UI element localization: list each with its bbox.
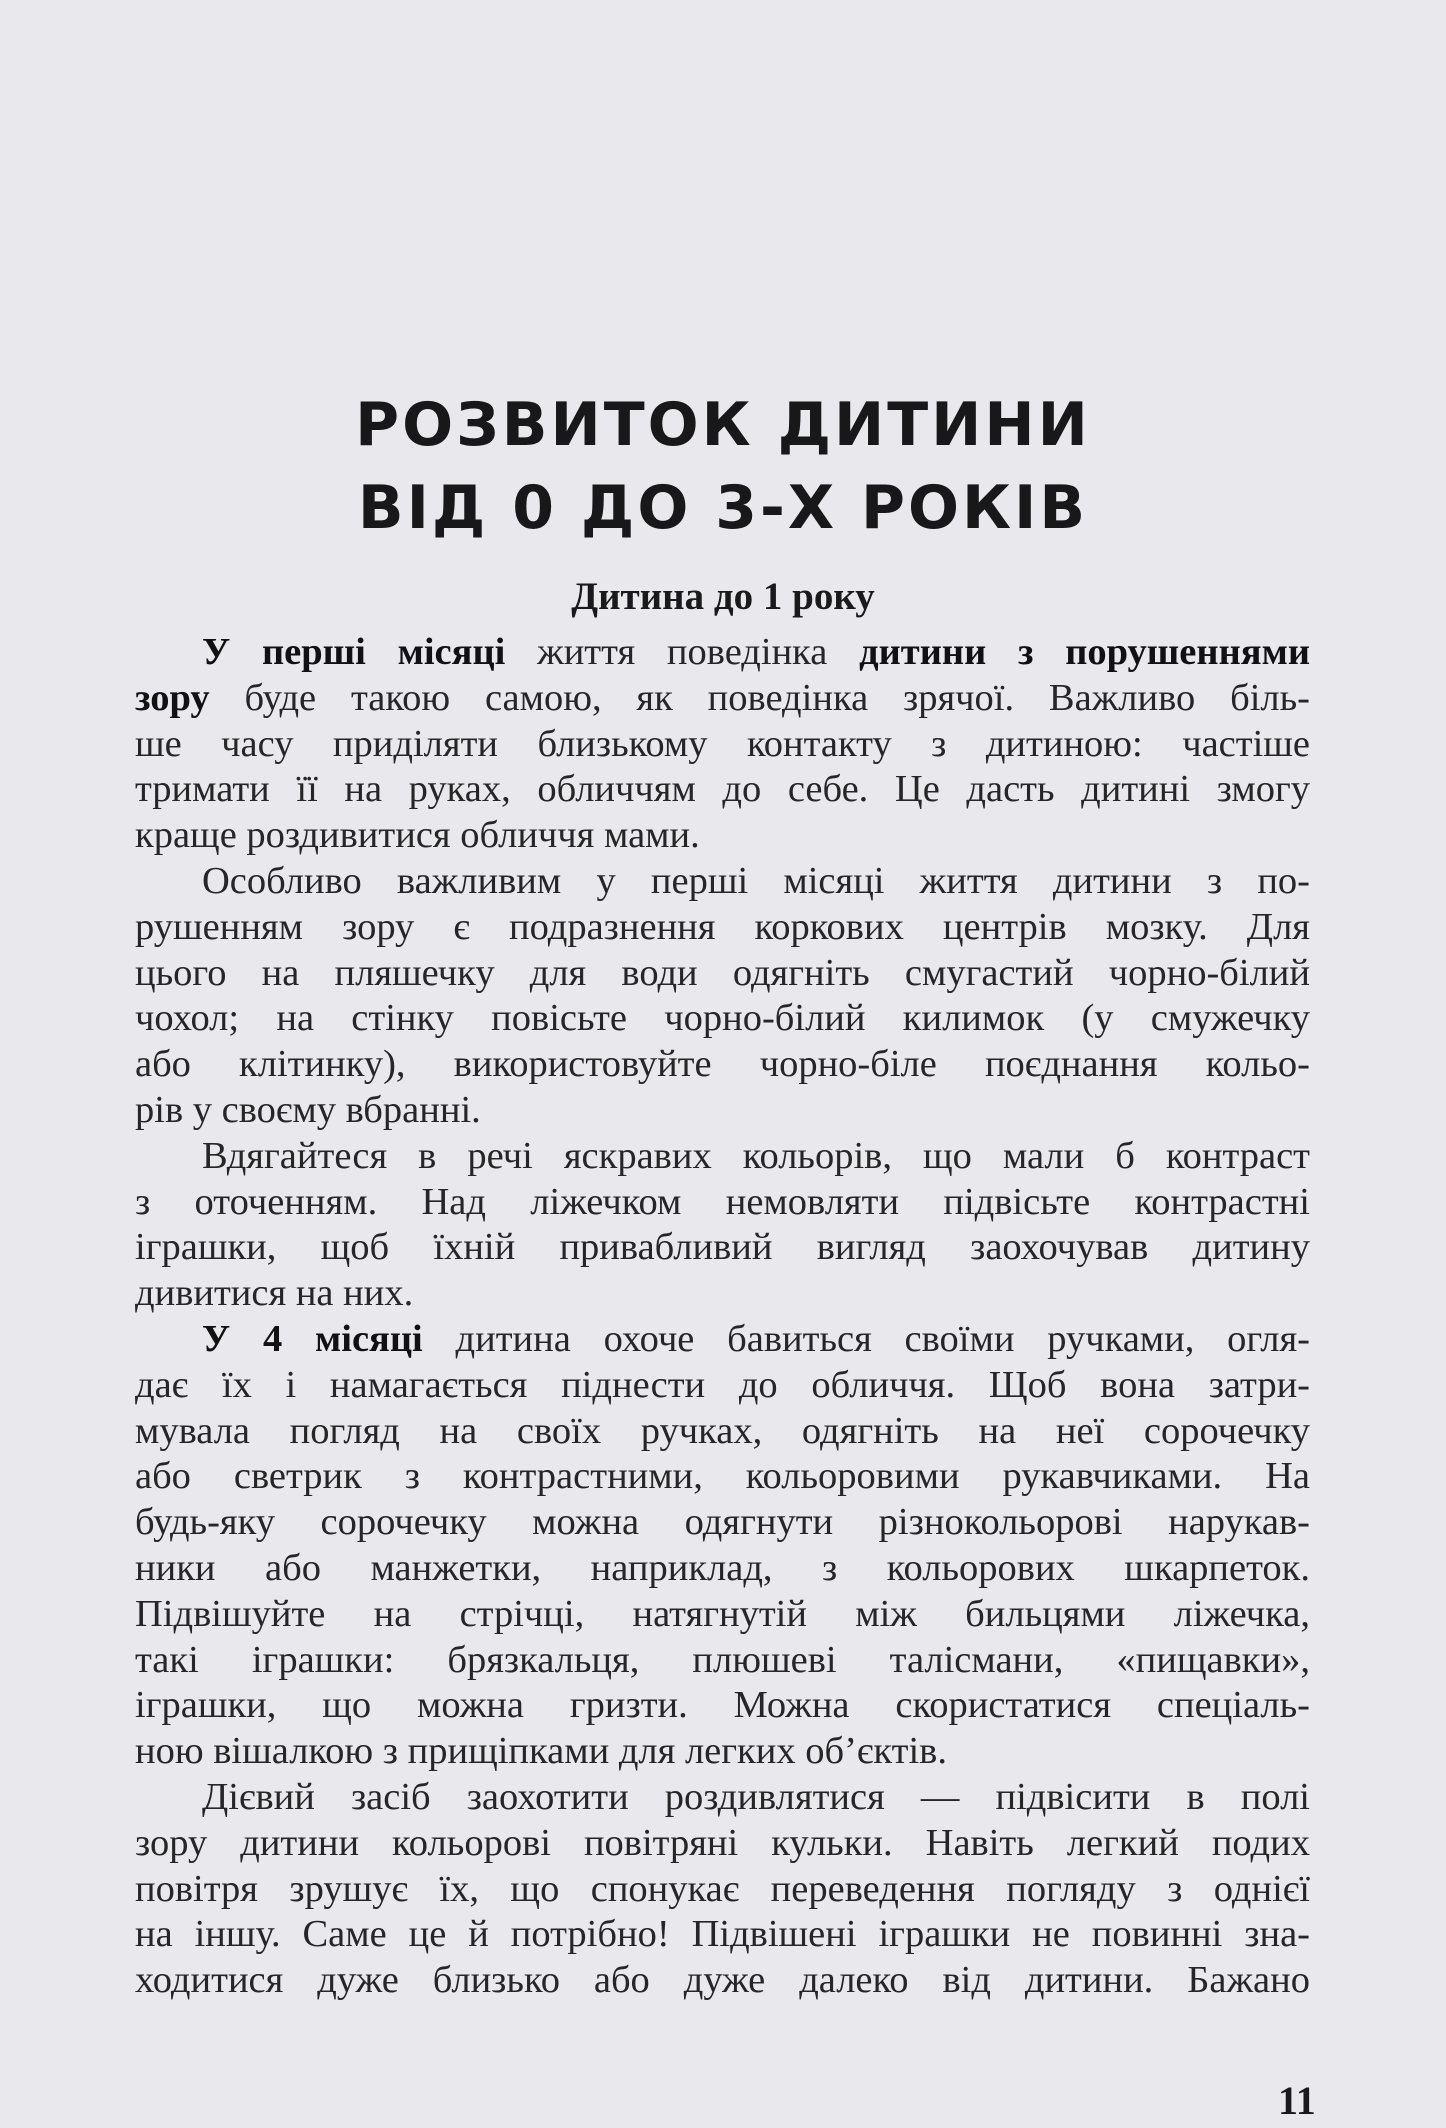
paragraph-4-line: або светрик з контрастними, кольоровими рукавчиками. На bbox=[135, 1455, 1310, 1498]
text-run: життя поведінка bbox=[505, 631, 860, 673]
page-number: 11 bbox=[1278, 2078, 1316, 2123]
paragraph-5-line: на іншу. Саме це й потрібно! Підвішені іграшки не повинні зна- bbox=[135, 1913, 1310, 1956]
paragraph-4-line: ники або манжетки, наприклад, з кольорових шкарпеток. bbox=[135, 1546, 1310, 1589]
paragraph-4-line: Підвішуйте на стрічці, натягнутій між бильцями ліжечка, bbox=[135, 1592, 1310, 1635]
paragraph-1-line bbox=[135, 676, 1310, 722]
bold-phrase: У перші місяці bbox=[202, 631, 506, 673]
paragraph-2-line: рушенням зору є подразнення коркових центрів мозку. Для bbox=[135, 905, 1310, 948]
text-run: дитина охоче бавиться своїми ручками, огля- bbox=[422, 1317, 1310, 1360]
bold-phrase: зору bbox=[135, 676, 210, 719]
chapter-title-line-1: РОЗВИТОК ДИТИНИ bbox=[355, 390, 1091, 460]
paragraph-3-line: Вдягайтеся в речі яскравих кольорів, що мали б контраст bbox=[202, 1134, 1310, 1177]
paragraph-5-line: ходитися дуже близько або дуже далеко від дитини. Бажано bbox=[135, 1959, 1310, 2002]
paragraph-2-line: або клітинку), використовуйте чорно-біле поєднання кольо- bbox=[135, 1043, 1310, 1086]
bold-phrase: дитини з порушеннями bbox=[859, 631, 1311, 673]
paragraph-3-line: дивитися на них. bbox=[135, 1272, 414, 1315]
paragraph-5-line: повітря зрушує їх, що спонукає переведення погляду з однієї bbox=[135, 1867, 1310, 1910]
section-heading: Дитина до 1 року bbox=[571, 575, 875, 618]
paragraph-4-line: ною вішалкою з прищіпками для легких об’єктів. bbox=[135, 1730, 947, 1773]
paragraph-5-line: Дієвий засіб заохотити роздивлятися — підвісити в полі bbox=[202, 1775, 1310, 1818]
paragraph-2-line: цього на пляшечку для води одягніть смугастий чорно-білий bbox=[135, 951, 1310, 994]
paragraph-1-line: краще роздивитися обличчя мами. bbox=[135, 814, 700, 857]
paragraph-4-line: іграшки, що можна гризти. Можна скористатися спеціаль- bbox=[135, 1684, 1310, 1727]
paragraph-2-line: рів у своєму вбранні. bbox=[135, 1088, 481, 1131]
bold-phrase: У 4 місяці bbox=[202, 1317, 423, 1360]
paragraph-1-line: тримати її на руках, обличчям до себе. Це дасть дитині змогу bbox=[135, 768, 1310, 811]
paragraph-2-line: чохол; на стінку повісьте чорно-білий килимок (у смужечку bbox=[135, 997, 1310, 1040]
paragraph-5-line: зору дитини кольорові повітряні кульки. Навіть легкий подих bbox=[135, 1821, 1310, 1864]
paragraph-4-line bbox=[135, 1317, 1310, 1363]
chapter-title-line-2: ВІД 0 ДО 3-Х РОКІВ bbox=[357, 473, 1089, 543]
paragraph-4-line: мувала погляд на своїх ручках, одягніть на неї сорочечку bbox=[135, 1409, 1310, 1452]
paragraph-3-line: іграшки, щоб їхній привабливий вигляд заохочував дитину bbox=[135, 1226, 1310, 1269]
body-text bbox=[135, 630, 1310, 2004]
paragraph-1-line: ше часу приділяти близькому контакту з дитиною: частіше bbox=[135, 722, 1310, 765]
paragraph-4-line: дає їх і намагається піднести до обличчя. Щоб вона затри- bbox=[135, 1363, 1310, 1406]
text-run: буде такою самою, як поведінка зрячої. Важливо біль- bbox=[209, 676, 1310, 719]
paragraph-3-line: з оточенням. Над ліжечком немовляти підвісьте контрастні bbox=[135, 1180, 1310, 1223]
paragraph-1-line bbox=[135, 630, 1310, 676]
paragraph-4-line: такі іграшки: брязкальця, плюшеві талісмани, «пищавки», bbox=[135, 1638, 1310, 1681]
paragraph-2-line: Особливо важливим у перші місяці життя дитини з по- bbox=[202, 859, 1310, 902]
paragraph-4-line: будь-яку сорочечку можна одягнути різнокольорові нарукав- bbox=[135, 1501, 1310, 1544]
